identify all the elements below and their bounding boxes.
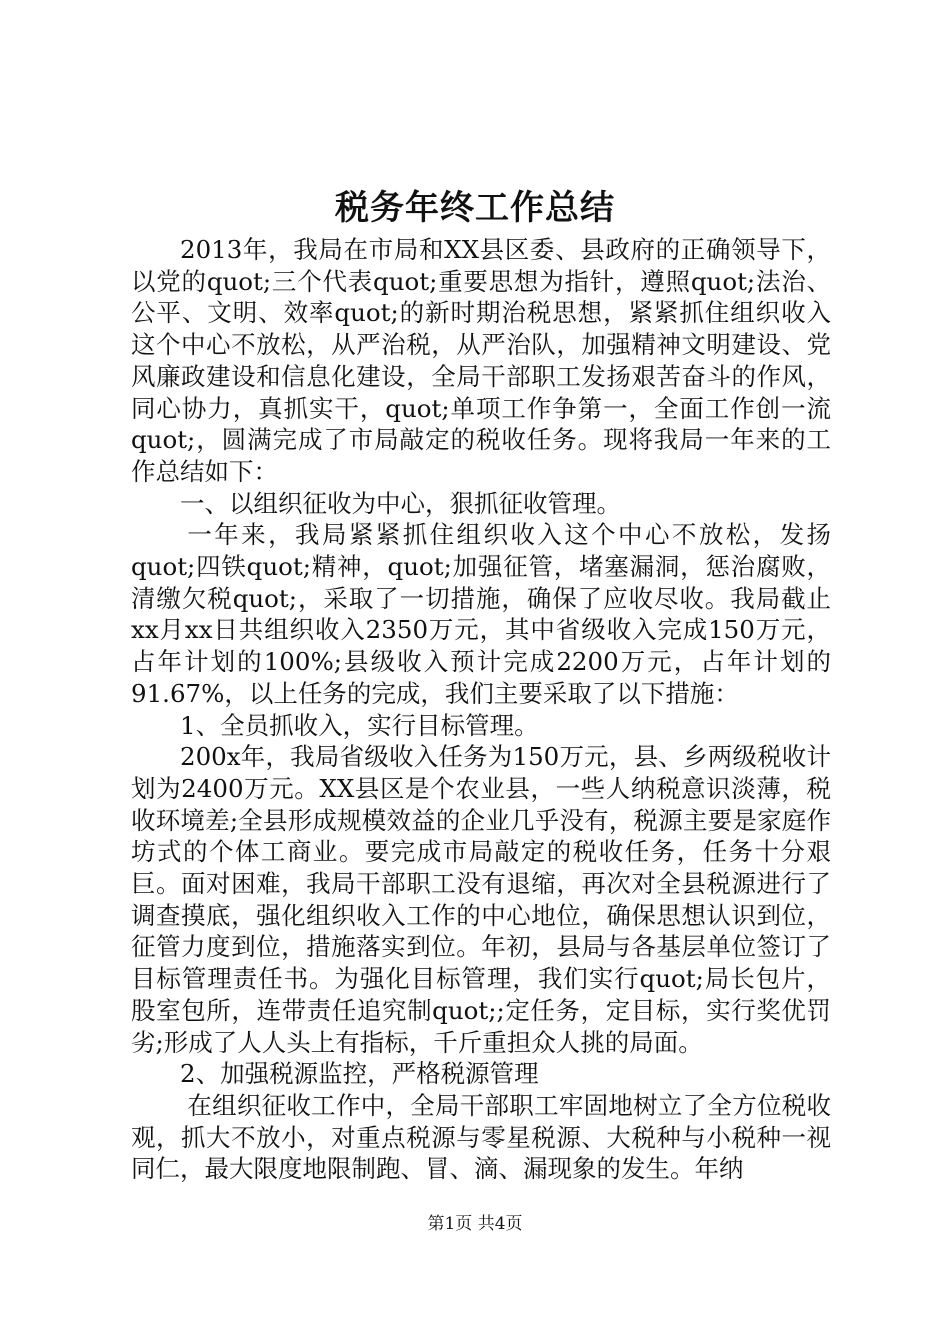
document-body: [131, 234, 831, 1185]
subheading-1: 1、全员抓收入，实行目标管理。: [180, 710, 539, 740]
paragraph-subsection-2: 在组织征收工作中，全局干部职工牢固地树立了全方位税收观，抓大不放小，对重点税源与零星税源、大税种与小税种一视同仁，最大限度地限制跑、冒、滴、漏现象的发生。年纳: [131, 1090, 831, 1184]
paragraph-intro: 2013年，我局在市局和XX县区委、县政府的正确领导下，以党的quot;三个代表quot;重要思想为指针，遵照quot;法治、公平、文明、效率quot;的新时期治税思想，紧紧抓住组织收入这个中心不放松，从严治税，从严治队，加强精神文明建设、党风廉政建设和信息化建设，全局干部职工发扬艰苦奋斗的作风，同心协力，真抓实干，quot;单项工作争第一，全面工作创一流quot;，圆满完成了市局敲定的税收任务。现将我局一年来的工作总结如下：: [131, 235, 831, 486]
paragraph-section-1: 一年来，我局紧紧抓住组织收入这个中心不放松，发扬quot;四铁quot;精神，quot;加强征管，堵塞漏洞，惩治腐败，清缴欠税quot;，采取了一切措施，确保了应收尽收。我局截止xx月xx日共组织收入2350万元，其中省级收入完成150万元，占年计划的100%;县级收入预计完成2200万元，占年计划的91.67%，以上任务的完成，我们主要采取了以下措施：: [131, 520, 831, 708]
paragraph-subsection-1: 200x年，我局省级收入任务为150万元，县、乡两级税收计划为2400万元。XX县区是个农业县，一些人纳税意识淡薄，税收环境差;全县形成规模效益的企业几乎没有，税源主要是家庭作坊式的个体工商业。要完成市局敲定的税收任务，任务十分艰巨。面对困难，我局干部职工没有退缩，再次对全县税源进行了调查摸底，强化组织收入工作的中心地位，确保思想认识到位，征管力度到位，措施落实到位。年初，县局与各基层单位签订了目标管理责任书。为强化目标管理，我们实行quot;局长包片，股室包所，连带责任追究制quot;;定任务，定目标，实行奖优罚劣;形成了人人头上有指标，千斤重担众人挑的局面。: [131, 742, 831, 1057]
page-number-footer: 第1页 共4页: [427, 1214, 523, 1234]
document-title: 税务年终工作总结: [335, 188, 615, 228]
section-heading-1: 一、以组织征收为中心，狠抓征收管理。: [180, 488, 621, 518]
subheading-2: 2、加强税源监控，严格税源管理: [180, 1059, 539, 1089]
